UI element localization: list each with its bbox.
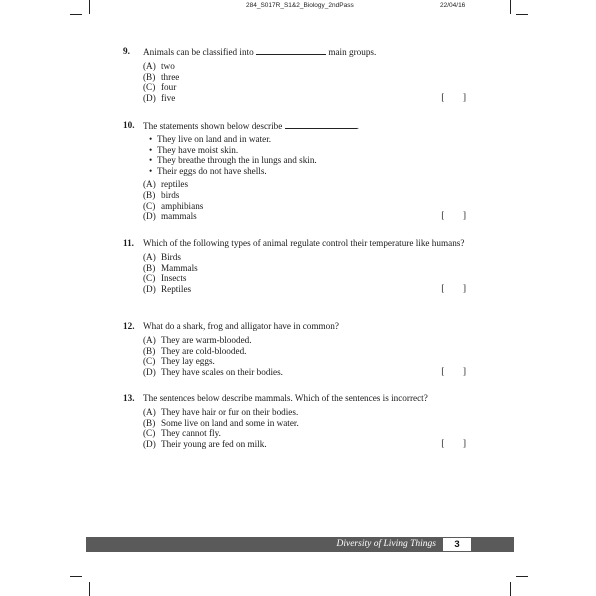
- answer-bracket: [ ]: [441, 211, 474, 222]
- question-11: [123, 238, 478, 294]
- option-b: (B) They are cold-blooded.: [143, 345, 247, 356]
- answer-options: [126, 179, 478, 221]
- question-9-stem: [123, 46, 478, 58]
- option-c: (C) They cannot fly.: [143, 428, 221, 439]
- question-number: 13.: [123, 393, 135, 403]
- question-9: [123, 46, 478, 103]
- question-text: The statements shown below describe: [143, 121, 283, 131]
- option-a: (A) reptiles: [143, 179, 189, 190]
- print-slug-date: 22/04/16: [440, 2, 466, 9]
- question-text: The sentences below describe mammals. Which of the sentences is incorrect?: [143, 393, 428, 403]
- option-d: (D) They have scales on their bodies.: [143, 366, 283, 377]
- question-13: [123, 393, 478, 449]
- option-a: (A) two: [143, 61, 175, 71]
- option-b: (B) three: [143, 71, 180, 82]
- crop-mark-bottom-right-h: [516, 576, 528, 577]
- option-d: (D) mammals: [143, 211, 197, 222]
- question-number: 10.: [123, 120, 135, 130]
- option-a: (A) Birds: [143, 252, 181, 262]
- answer-options: [126, 61, 478, 103]
- option-d: (D) five: [143, 92, 176, 103]
- footer-bar: [86, 537, 514, 552]
- crop-mark-bottom-left: [89, 582, 90, 596]
- statement-item: • Their eggs do not have shells.: [149, 166, 478, 177]
- statement-list: [126, 134, 478, 176]
- option-d: (D) Their young are fed on milk.: [143, 438, 267, 449]
- answer-bracket: [ ]: [441, 438, 474, 449]
- question-text: Animals can be classified into: [143, 47, 254, 57]
- crop-mark-bottom-right: [510, 582, 511, 596]
- crop-mark-top-left-h: [70, 14, 82, 15]
- crop-mark-bottom-left-h: [70, 576, 82, 577]
- fill-in-blank: [256, 46, 326, 55]
- statement-item: • They breathe through the in lungs and skin.: [149, 155, 478, 166]
- option-c: (C) Insects: [143, 273, 187, 284]
- crop-mark-top-right-h: [516, 14, 528, 15]
- fill-in-blank: [285, 120, 357, 129]
- option-a: (A) They have hair or fur on their bodies.: [143, 407, 299, 417]
- answer-bracket: [ ]: [441, 283, 474, 294]
- question-13-stem: [123, 393, 478, 404]
- crop-mark-top-left: [89, 0, 90, 14]
- statement-item: • They have moist skin.: [149, 145, 478, 156]
- question-12: [123, 321, 478, 377]
- option-d: (D) Reptiles: [143, 283, 192, 294]
- question-number: 12.: [123, 321, 135, 331]
- question-text: What do a shark, frog and alligator have in common?: [143, 321, 339, 331]
- option-b: (B) Mammals: [143, 262, 198, 273]
- question-12-stem: [123, 321, 478, 332]
- page-number: 3: [442, 537, 472, 552]
- option-c: (C) four: [143, 82, 177, 93]
- answer-options: [126, 407, 478, 449]
- crop-mark-top-right: [510, 0, 511, 14]
- statement-item: • They live on land and in water.: [149, 134, 478, 145]
- answer-bracket: [ ]: [441, 366, 474, 377]
- question-10-stem: [123, 120, 478, 132]
- option-b: (B) birds: [143, 189, 180, 200]
- option-b: (B) Some live on land and some in water.: [143, 417, 299, 428]
- question-11-stem: [123, 238, 478, 249]
- chapter-title: Diversity of Living Things: [336, 539, 436, 549]
- option-c: (C) They lay eggs.: [143, 356, 215, 367]
- question-text: Which of the following types of animal regulate control their temperature like humans?: [143, 238, 465, 248]
- option-a: (A) They are warm-blooded.: [143, 335, 252, 345]
- answer-options: [126, 335, 478, 377]
- question-number: 11.: [123, 238, 134, 248]
- print-slug-filename: 284_S017R_S1&2_Biology_2ndPass: [246, 2, 354, 9]
- question-text-after: main groups.: [328, 47, 377, 57]
- option-c: (C) amphibians: [143, 200, 204, 211]
- question-number: 9.: [123, 46, 130, 56]
- answer-bracket: [ ]: [441, 92, 474, 103]
- answer-options: [126, 252, 478, 294]
- question-10: [123, 120, 478, 222]
- question-text-after: .: [356, 121, 359, 131]
